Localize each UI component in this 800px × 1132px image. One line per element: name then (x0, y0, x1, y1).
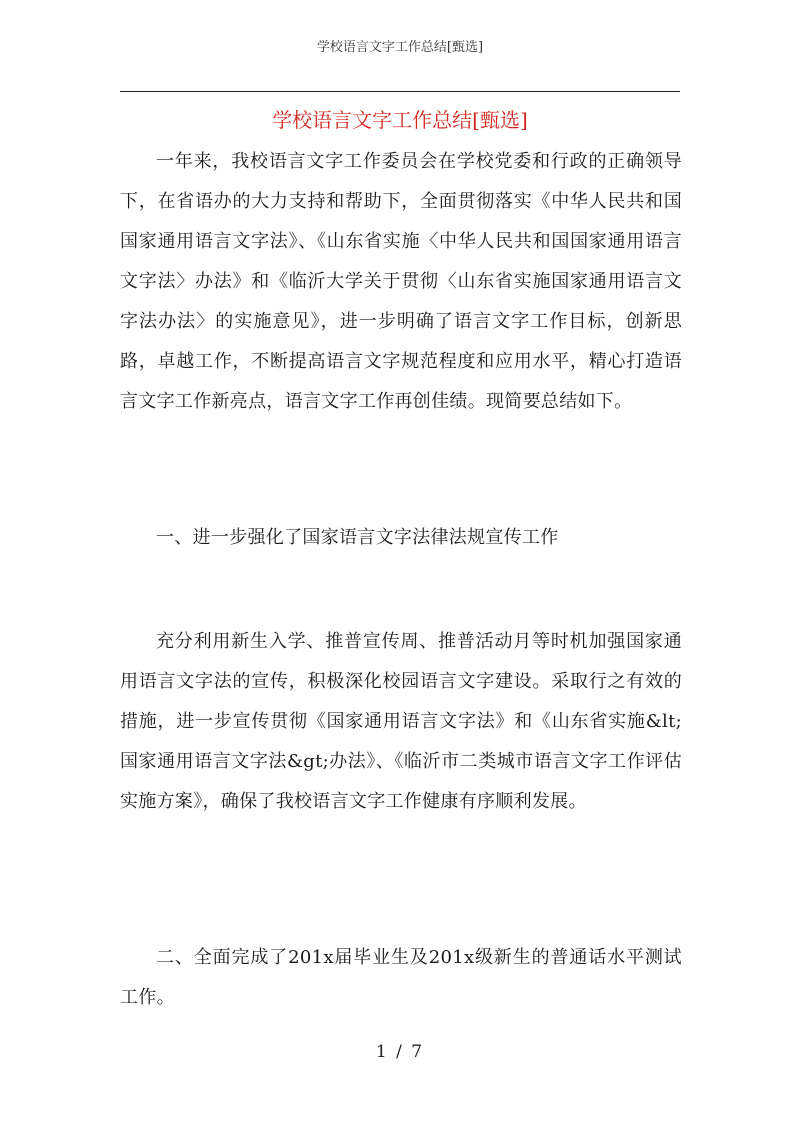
running-header: 学校语言文字工作总结[甄选] (316, 40, 484, 55)
section-1-paragraph: 充分利用新生入学、推普宣传周、推普活动月等时机加强国家通用语言文字法的宣传，积极深化校园语言文字建设。采取行之有效的措施，进一步宣传贯彻《国家通用语言文字法》和《山东省实施&lt;国家通用语言文字法&gt;办法》、《临沂市二类城市语言文字工作评估实施方案》，确保了我校语言文字工作健康有序顺利发展。 (120, 631, 682, 812)
document-title: 学校语言文字工作总结[甄选] (272, 108, 528, 132)
header-divider (120, 91, 680, 92)
section-2-heading: 二、全面完成了201x届毕业生及201x级新生的普通话水平测试工作。 (120, 947, 682, 1008)
section-1-heading: 一、进一步强化了国家语言文字法律法规宣传工作 (156, 527, 559, 548)
intro-paragraph: 一年来，我校语言文字工作委员会在学校党委和行政的正确领导下，在省语办的大力支持和帮助下，全面贯彻落实《中华人民共和国国家通用语言文字法》、《山东省实施〈中华人民共和国国家通用语言文字法〉办法》和《临沂大学关于贯彻〈山东省实施国家通用语言文字法办法〉的实施意见》，进一步明确了语言文字工作目标，创新思路，卓越工作，不断提高语言文字规范程度和应用水平，精心打造语言文字工作新亮点，语言文字工作再创佳绩。现简要总结如下。 (120, 151, 682, 412)
page-number: 1 / 7 (375, 1042, 425, 1062)
